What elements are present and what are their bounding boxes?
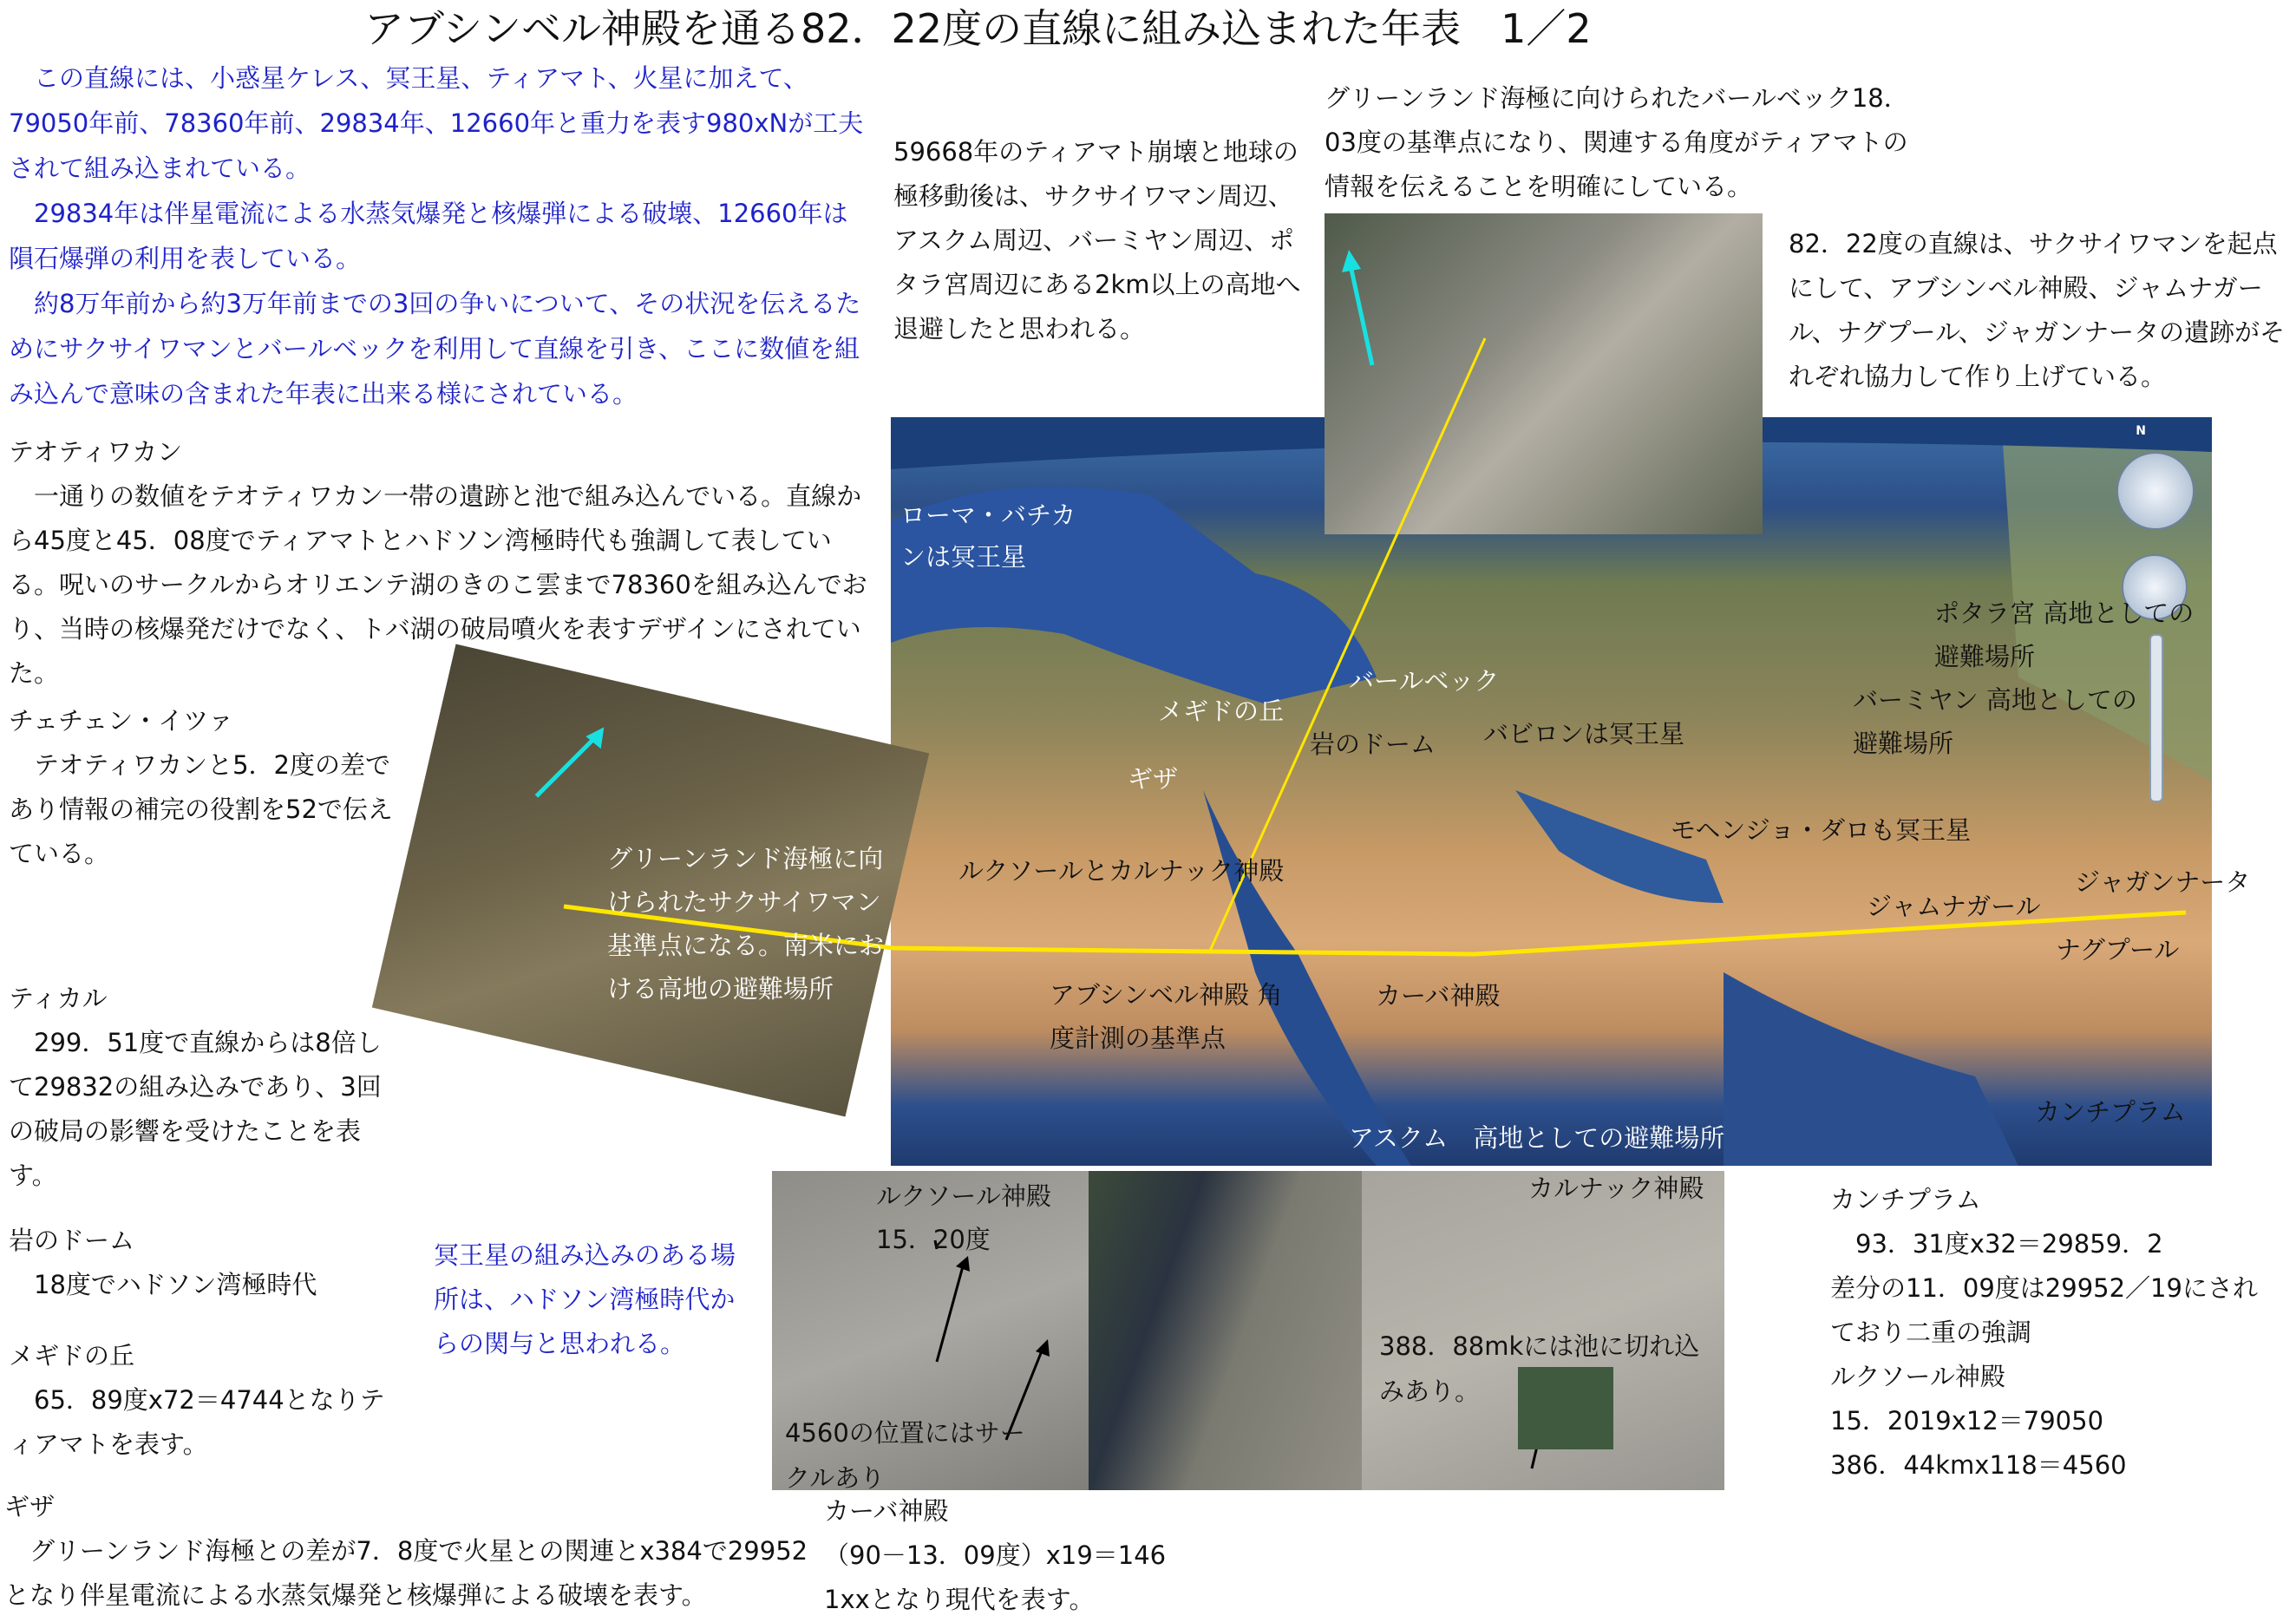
tikal-body: 299．51度で直線からは8倍して29832の組み込みであり、3回の破局の影響を受けたことを表す。 <box>9 1028 382 1190</box>
map-label-babylon: バビロンは冥王星 <box>1483 719 1685 749</box>
chichen-heading: チェチェン・イツァ <box>9 706 233 736</box>
teotihuacan-heading: テオティワカン <box>9 437 183 467</box>
megiddo-body: 65．89度x72＝4744となりティアマトを表す。 <box>9 1385 385 1459</box>
teotihuacan-body: 一通りの数値をテオティワカン一帯の遺跡と池で組み込んでいる。直線から45度と45．08度でティアマトとハドソン湾極時代も強調して表している。呪いのサークルからオリエンテ湖のきのこ雲まで78360を組み込んでおり、当時の核爆発だけでなく、トバ湖の破局噴火を表すデザインにされていた。 <box>9 481 867 688</box>
page-title: アブシンベル神殿を通る82．22度の直線に組み込まれた年表 1／2 <box>364 5 1592 52</box>
evacuation-text: 59668年のティアマト崩壊と地球の極移動後は、サクサイワマン周辺、アスクム周辺、バーミヤン周辺、ポタラ宮周辺にある2km以上の高地へ退避したと思われる。 <box>893 137 1301 343</box>
sacsayhuaman-label: グリーンランド海極に向けられたサクサイワマン基準点になる。南米における高地の避難場所 <box>607 844 885 1004</box>
map-label-giza: ギザ <box>1128 764 1179 794</box>
map-label-abu-simbel: アブシンベル神殿 角度計測の基準点 <box>1050 980 1283 1053</box>
kanchipuram-line-1: 93．31度x32＝29859．2 <box>1830 1229 2163 1259</box>
kaaba-line-1: （90－13．09度）x19＝146 <box>824 1540 1167 1570</box>
pond-note: 388．88mkには池に切れ込みあり。 <box>1379 1331 1700 1406</box>
map-label-aksum: アスクム 高地としての避難場所 <box>1349 1123 1725 1153</box>
chichen-body: テオティワカンと5．2度の差であり情報の補完の役割を52で伝えている。 <box>9 750 393 868</box>
map-label-jamnagar: ジャムナガール <box>1867 892 2041 921</box>
kanchipuram-heading: カンチプラム <box>1830 1185 1981 1214</box>
luxor-heading: ルクソール神殿 <box>1830 1362 2005 1391</box>
compass-n-label: N <box>2136 424 2146 438</box>
map-label-dome: 岩のドーム <box>1310 729 1436 759</box>
intro-paragraph-3: 約8万年前から約3万年前までの3回の争いについて、その状況を伝えるためにサクサイワマンとバールベックを利用して直線を引き、ここに数値を組み込んで意味の含まれた年表に出来る様にされている。 <box>9 289 861 409</box>
dome-body: 18度でハドソン湾極時代 <box>9 1270 317 1299</box>
map-label-luxor-karnak: ルクソールとカルナック神殿 <box>958 856 1285 886</box>
right-bottom-section <box>1830 1178 2281 1488</box>
map-label-jagannath: ジャガンナータ <box>2075 867 2251 897</box>
map-label-kaaba: カーバ神殿 <box>1376 981 1501 1010</box>
intro-paragraph-1: この直線には、小惑星ケレス、冥王星、ティアマト、火星に加えて、79050年前、78360年前、29834年、12660年と重力を表す980xNが工夫されて組み込まれている。 <box>9 63 864 183</box>
map-label-bamiyan: バーミヤン 高地としての避難場所 <box>1853 685 2137 758</box>
map-label-potala: ポタラ宮 高地としての避難場所 <box>1934 598 2195 671</box>
baalbek-text: グリーンランド海極に向けられたバールベック18．03度の基準点になり、関連する角度がティアマトの情報を伝えることを明確にしている。 <box>1325 83 1909 201</box>
luxor-line-1: 15．2019x12＝79050 <box>1830 1406 2104 1436</box>
dome-heading: 岩のドーム <box>9 1226 135 1255</box>
giza-heading: ギザ <box>4 1492 56 1521</box>
tikal-heading: ティカル <box>9 984 108 1013</box>
kaaba-section <box>824 1489 1310 1622</box>
line-description-text: 82．22度の直線は、サクサイワマンを起点にして、アブシンベル神殿、ジャムナガール、ナグプール、ジャガンナータの遺跡がそれぞれ協力して作り上げている。 <box>1789 229 2286 391</box>
map-label-rome: ローマ・バチカンは冥王星 <box>900 500 1076 572</box>
giza-body: グリーンランド海極との差が7．8度で火星との関連とx384で29952となり伴星電流による水蒸気爆発と核爆弾による破壊を表す。 <box>4 1536 808 1610</box>
luxor-line-2: 386．44kmx118＝4560 <box>1830 1450 2127 1480</box>
kaaba-heading: カーバ神殿 <box>824 1496 949 1526</box>
pluto-note: 冥王星の組み込みのある場所は、ハドソン湾極時代からの関与と思われる。 <box>434 1240 736 1358</box>
map-label-megiddo: メギドの丘 <box>1158 697 1285 726</box>
circle-note: 4560の位置にはサークルあり <box>785 1418 1025 1493</box>
kanchipuram-line-2: 差分の11．09度は29952／19にされており二重の強調 <box>1830 1273 2258 1347</box>
map-label-nagpur: ナグプール <box>2056 935 2180 965</box>
luxor-photo-label: ルクソール神殿 15．20度 <box>876 1181 1051 1254</box>
nile-photo <box>1089 1171 1362 1490</box>
map-label-kanchipuram: カンチプラム <box>2035 1097 2186 1127</box>
map-label-baalbek: バールベック <box>1349 666 1500 696</box>
kaaba-line-2: 1xxとなり現代を表す。 <box>824 1585 1095 1614</box>
map-label-mohenjo: モヘンジョ・ダロも冥王星 <box>1671 815 1972 845</box>
karnak-photo-label: カルナック神殿 <box>1528 1174 1704 1203</box>
intro-paragraph-2: 29834年は伴星電流による水蒸気爆発と核爆弾による破壊、12660年は隕石爆弾の利用を表している。 <box>9 199 848 273</box>
megiddo-heading: メギドの丘 <box>9 1341 135 1370</box>
